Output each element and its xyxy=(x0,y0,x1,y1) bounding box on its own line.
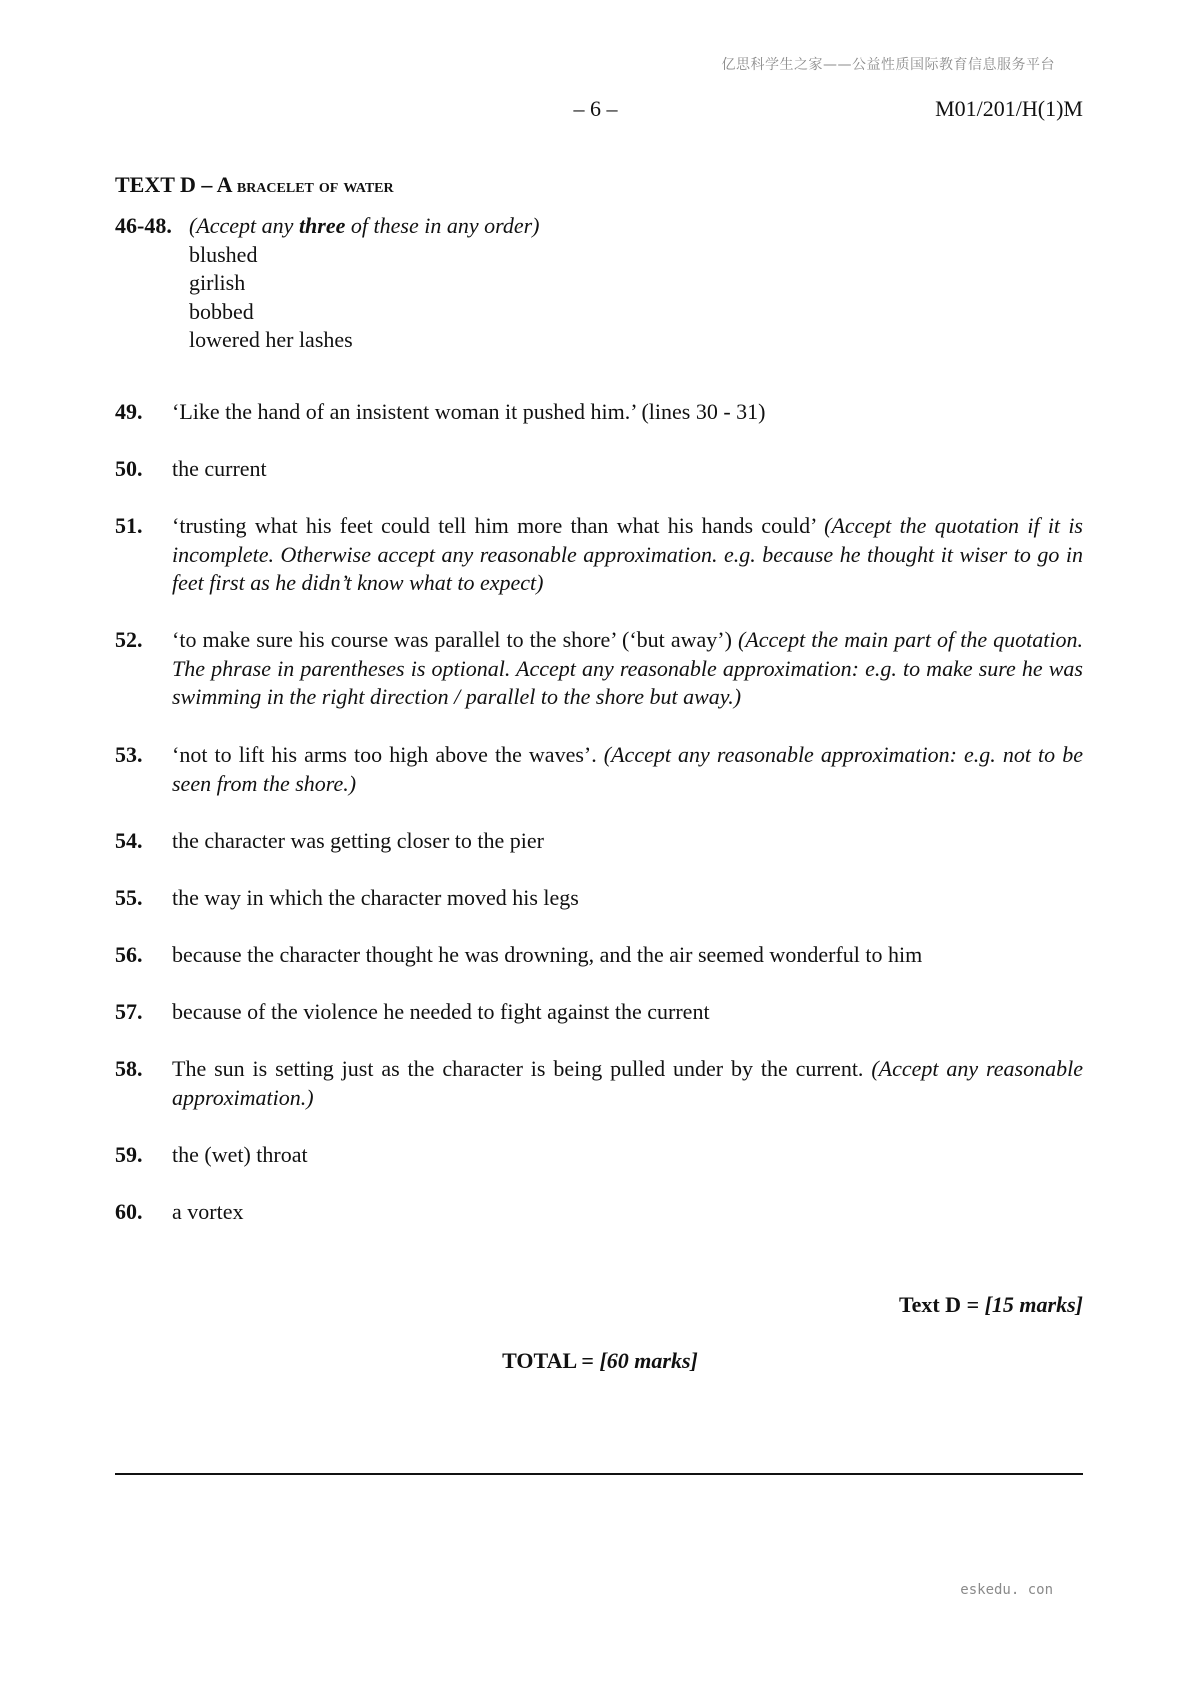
answer-body xyxy=(172,827,1083,856)
question-number: 46-48. xyxy=(115,213,172,238)
answer-body xyxy=(172,741,1083,798)
section-title xyxy=(115,172,394,198)
total-value: [60 marks] xyxy=(599,1348,698,1373)
question-number: 52. xyxy=(115,627,143,652)
answer-text: ‘not to lift his arms too high above the waves’. xyxy=(172,742,604,767)
answer-text: the character was getting closer to the pier xyxy=(172,828,545,853)
answer-body xyxy=(172,455,1083,484)
question-number: 59. xyxy=(115,1142,143,1167)
question-number: 51. xyxy=(115,513,143,538)
note-part: of these in any order) xyxy=(345,213,540,238)
question-number: 56. xyxy=(115,942,143,967)
answer-note xyxy=(189,213,539,238)
accepted-answers-list xyxy=(189,241,1083,355)
question-58 xyxy=(115,1055,1083,1112)
text-d-subtotal xyxy=(899,1292,1083,1318)
total-label: TOTAL = xyxy=(502,1348,600,1373)
answer-text: ‘trusting what his feet could tell him more than what his hands could’ xyxy=(172,513,825,538)
bottom-divider xyxy=(115,1473,1083,1475)
subtotal-value: [15 marks] xyxy=(984,1292,1083,1317)
answer-text: because of the violence he needed to fight against the current xyxy=(172,999,710,1024)
question-52 xyxy=(115,626,1083,712)
answer-body xyxy=(172,626,1083,712)
question-number: 57. xyxy=(115,999,143,1024)
answer-body xyxy=(172,1198,1083,1227)
answer-body xyxy=(172,398,1083,427)
question-59 xyxy=(115,1141,1083,1170)
answer-body xyxy=(172,512,1083,598)
note-emphasis: three xyxy=(298,213,346,238)
answer-body xyxy=(172,884,1083,913)
answer-body xyxy=(189,212,1083,355)
list-item: girlish xyxy=(189,270,246,295)
question-number: 49. xyxy=(115,399,143,424)
answer-text: the current xyxy=(172,456,267,481)
question-54 xyxy=(115,827,1083,856)
question-number: 60. xyxy=(115,1199,143,1224)
document-code: M01/201/H(1)M xyxy=(935,96,1083,121)
section-title-rest: bracelet of water xyxy=(236,175,394,197)
answer-note: (Accept the main part of the quotation. The phrase in parentheses is optional. Accept any reasonable approximation: e.g. to make sure he was swimming in the right direction / parallel to the shore but away.) xyxy=(172,627,1083,709)
answer-body xyxy=(172,941,1083,970)
list-item: bobbed xyxy=(189,298,254,324)
question-number: 58. xyxy=(115,1056,143,1081)
answer-text: the (wet) throat xyxy=(172,1142,308,1167)
footer-watermark: eskedu. con xyxy=(960,1582,1053,1598)
question-60 xyxy=(115,1198,1083,1227)
list-item: lowered her lashes xyxy=(189,327,353,352)
section-title-prefix: TEXT D – A xyxy=(115,172,232,197)
note-part: (Accept any xyxy=(189,213,299,238)
answer-body xyxy=(172,1141,1083,1170)
question-number: 55. xyxy=(115,885,143,910)
question-55 xyxy=(115,884,1083,913)
answer-body xyxy=(172,1055,1083,1112)
grand-total xyxy=(0,1348,1191,1374)
answer-text: The sun is setting just as the character is being pulled under by the current. xyxy=(172,1056,872,1081)
list-item: blushed xyxy=(189,241,258,267)
question-56 xyxy=(115,941,1083,970)
question-53 xyxy=(115,741,1083,798)
question-46-48 xyxy=(115,212,1083,355)
answer-text: ‘Like the hand of an insistent woman it pushed him.’ (lines 30 - 31) xyxy=(172,399,766,424)
answer-note: (Accept any reasonable approximation.) xyxy=(172,1056,1083,1110)
answer-text: a vortex xyxy=(172,1199,244,1224)
page-number: – 6 – xyxy=(573,96,618,121)
question-number: 53. xyxy=(115,742,143,767)
subtotal-label: Text D = xyxy=(898,1292,985,1317)
question-number: 50. xyxy=(115,456,143,481)
question-51 xyxy=(115,512,1083,598)
answer-note: (Accept the quotation if it is incomplete. Otherwise accept any reasonable approximation. e.g. because he thought it wiser to go in feet first as he didn’t know what to expect) xyxy=(172,513,1083,595)
answer-text: the way in which the character moved his legs xyxy=(172,885,579,910)
answer-body xyxy=(172,998,1083,1027)
answer-text: ‘to make sure his course was parallel to the shore’ (‘but away’) xyxy=(172,627,739,652)
header-watermark: 亿思科学生之家——公益性质国际教育信息服务平台 xyxy=(721,57,1055,73)
question-49 xyxy=(115,398,1083,427)
question-57 xyxy=(115,998,1083,1027)
answer-text: because the character thought he was drowning, and the air seemed wonderful to him xyxy=(172,942,923,967)
question-number: 54. xyxy=(115,828,143,853)
question-50 xyxy=(115,455,1083,484)
answer-note: (Accept any reasonable approximation: e.g. not to be seen from the shore.) xyxy=(172,742,1083,796)
